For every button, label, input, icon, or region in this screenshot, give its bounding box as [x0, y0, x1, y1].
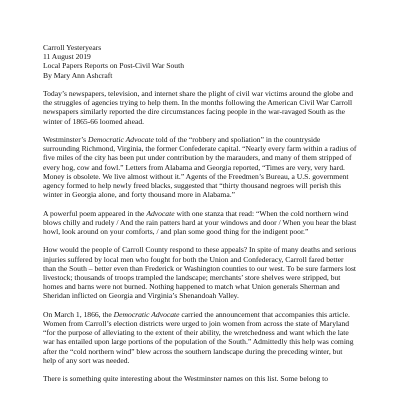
- article-paragraph: [43, 245, 357, 300]
- paragraph-text: On March 1, 1866, the: [43, 309, 114, 319]
- paragraph-text: with one stanza that read: “When the cold northern wind blows chilly and rudely / And the rain patters hard at your windows and door / When you hear the blast howl, look around on your comforts, / and plan some good thing for the indigent poor.”: [43, 208, 357, 237]
- paragraph-text: Today’s newspapers, television, and internet share the plight of civil war victims around the globe and the struggles of agencies trying to help them. In the months following the American Civil War Carroll newspapers similarly reported the dire circumstances facing people in the war-ravaged South as the winter of 1865-66 loomed ahead.: [43, 89, 354, 126]
- paragraph-text: told of the “robbery and spoliation” in the countryside surrounding Richmond, Virginia, the former Confederate capital. “Nearly every farm within a radius of five miles of the city has been put under contribution by the marauders, and many of them stripped of every hog, cow and fowl.” Letters from Alabama and Georgia reported, “Times are very, very hard. Money is obsolete. We live almost without it.” Agents of the Freedmen’s Bureau, a U.S. government agency formed to help newly freed blacks, suggested that “thirty thousand negroes will perish this winter in Georgia alone, and forty thousand more in Alabama.”: [43, 135, 357, 200]
- column-name: Carroll Yesteryears: [43, 43, 102, 52]
- paragraph-text: How would the people of Carroll County respond to these appeals? In spite of many deaths and serious injuries suffered by local men who fought for both the Union and Confederacy, Carroll fared better than the South – better even than Frederick or Washington counties to our west. To be sure farmers lost livestock; thousands of troops trampled the landscape; merchants’ store shelves were stripped, but homes and barns were not burned. Nothing happened to match what Union generals Sherman and Sheridan inflicted on Georgia and Virginia’s Shenandoah Valley.: [43, 245, 357, 301]
- article-paragraph: [43, 135, 357, 199]
- publication-date: 11 August 2019: [43, 52, 91, 62]
- byline: By Mary Ann Ashcraft: [43, 70, 113, 80]
- article-paragraph: [43, 310, 357, 365]
- article-body: [43, 89, 357, 383]
- header-spacer: [43, 80, 357, 89]
- paragraph-text: There is something quite interesting about the Westminster names on this list. Some belong to: [43, 374, 329, 384]
- newspaper-name: Democratic Advocate: [88, 135, 154, 144]
- newspaper-name: Advocate: [146, 208, 175, 218]
- paragraph-text: carried the announcement that accompanies this article. Women from Carroll’s election districts were urged to join women from across the state of Maryland “for the purpose of alleviating to the extent of their ability, the wretchedness and want which the late war has entailed upon large portions of the population of the South.” Admittedly this help was coming after the “cold northern wind” blew across the southern landscape during the preceding winter, but help of any sort was needed.: [43, 309, 354, 365]
- article-paragraph: [43, 209, 357, 237]
- paragraph-text: Westminster’s: [43, 135, 89, 144]
- article-paragraph: [43, 374, 357, 383]
- paragraph-text: A powerful poem appeared in the: [43, 208, 147, 218]
- newspaper-name: Democratic Advocate: [113, 309, 180, 319]
- article-title: Local Papers Reports on Post-Civil War South: [43, 61, 184, 71]
- article-paragraph: [43, 89, 357, 126]
